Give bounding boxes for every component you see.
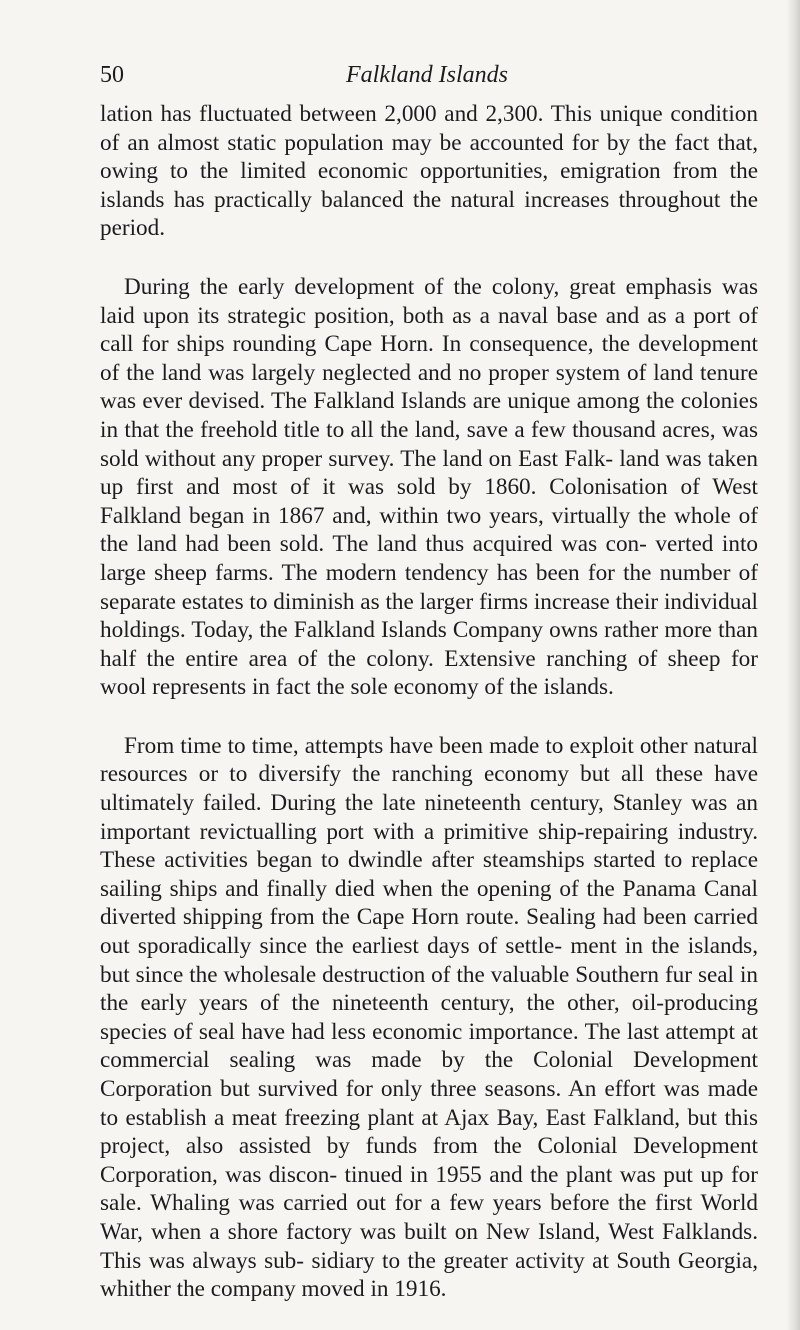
page-header [100, 62, 760, 94]
paragraph-natural-resources: From time to time, attempts have been made to exploit other natural resources or to diversify the ranching economy but all these have ultimately failed. During the late nineteenth century, Stanley was an important revictualling port with a primitive ship-repairing industry. These activities began to dwindle after steamships started to replace sailing ships and finally died when the opening of the Panama Canal diverted shipping from the Cape Horn route. Sealing had been carried out sporadically since the earliest days of settle- ment in the islands, but since the wholesale destruction of the valuable Southern fur seal in the early years of the nineteenth century, the other, oil-producing species of seal have had less economic importance. The last attempt at commercial sealing was made by the Colonial Development Corporation but survived for only three seasons. An effort was made to establish a meat freezing plant at Ajax Bay, East Falkland, but this project, also assisted by funds from the Colonial Development Corporation, was discon- tinued in 1955 and the plant was put up for sale. Whaling was carried out for a few years before the first World War, when a shore factory was built on New Island, West Falklands. This was always sub- sidiary to the greater activity at South Georgia, whither the company moved in 1916. [100, 732, 758, 1303]
paragraph-colony-development: During the early development of the colony, great emphasis was laid upon its strategic position, both as a naval base and as a port of call for ships rounding Cape Horn. In consequence, the development of the land was largely neglected and no proper system of land tenure was ever devised. The Falkland Islands are unique among the colonies in that the freehold title to all the land, save a few thousand acres, was sold without any proper survey. The land on East Falk- land was taken up first and most of it was sold by 1860. Colonisation of West Falkland began in 1867 and, within two years, virtually the whole of the land had been sold. The land thus acquired was con- verted into large sheep farms. The modern tendency has been for the number of separate estates to diminish as the larger firms increase their individual holdings. Today, the Falkland Islands Company owns rather more than half the entire area of the colony. Extensive ranching of sheep for wool represents in fact the sole economy of the islands. [100, 273, 758, 701]
body-text [100, 100, 758, 1304]
page-edge-shadow [786, 0, 800, 1330]
paragraph-continuation: lation has fluctuated between 2,000 and 2,300. This unique condition of an almost static population may be accounted for by the fact that, owing to the limited economic opportunities, emigration from the islands has practically balanced the natural increases throughout the period. [100, 101, 758, 242]
page-number: 50 [100, 62, 124, 88]
running-title: Falkland Islands [346, 62, 508, 88]
